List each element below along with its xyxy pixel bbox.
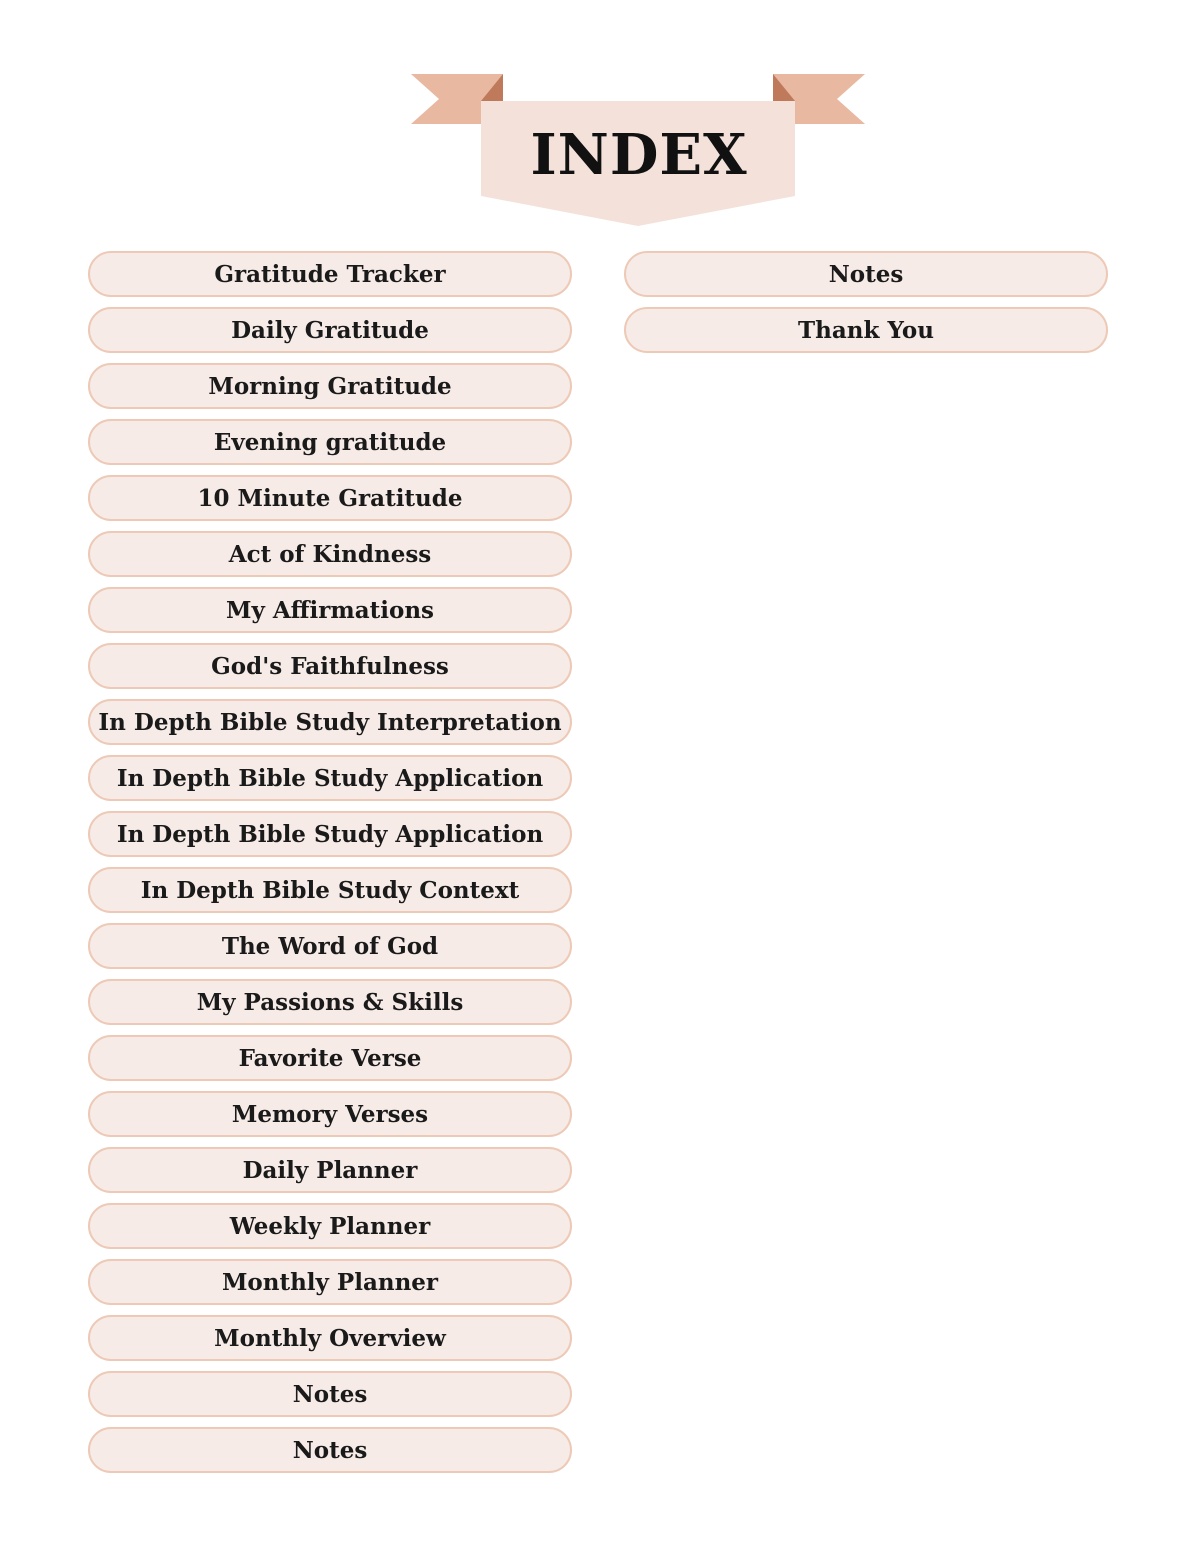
index-item[interactable]: Monthly Planner bbox=[88, 1259, 572, 1305]
index-item[interactable]: In Depth Bible Study Application bbox=[88, 755, 572, 801]
index-item[interactable]: Notes bbox=[88, 1371, 572, 1417]
index-banner bbox=[405, 68, 870, 233]
index-item[interactable]: Daily Planner bbox=[88, 1147, 572, 1193]
index-item[interactable]: Notes bbox=[624, 251, 1108, 297]
index-item[interactable]: Notes bbox=[88, 1427, 572, 1473]
index-item[interactable]: Evening gratitude bbox=[88, 419, 572, 465]
index-item[interactable]: In Depth Bible Study Interpretation bbox=[88, 699, 572, 745]
index-column-left bbox=[88, 251, 572, 1483]
index-item[interactable]: Weekly Planner bbox=[88, 1203, 572, 1249]
index-item[interactable]: Memory Verses bbox=[88, 1091, 572, 1137]
index-item[interactable]: God's Faithfulness bbox=[88, 643, 572, 689]
index-item[interactable]: Monthly Overview bbox=[88, 1315, 572, 1361]
index-item[interactable]: 10 Minute Gratitude bbox=[88, 475, 572, 521]
index-item[interactable]: Act of Kindness bbox=[88, 531, 572, 577]
index-item[interactable]: My Affirmations bbox=[88, 587, 572, 633]
page-title: INDEX bbox=[530, 122, 748, 188]
index-item[interactable]: Thank You bbox=[624, 307, 1108, 353]
index-item[interactable]: In Depth Bible Study Context bbox=[88, 867, 572, 913]
index-item[interactable]: Daily Gratitude bbox=[88, 307, 572, 353]
index-item[interactable]: Gratitude Tracker bbox=[88, 251, 572, 297]
index-item[interactable]: In Depth Bible Study Application bbox=[88, 811, 572, 857]
index-item[interactable]: Favorite Verse bbox=[88, 1035, 572, 1081]
index-column-right bbox=[624, 251, 1108, 363]
index-item[interactable]: The Word of God bbox=[88, 923, 572, 969]
index-item[interactable]: My Passions & Skills bbox=[88, 979, 572, 1025]
index-item[interactable]: Morning Gratitude bbox=[88, 363, 572, 409]
